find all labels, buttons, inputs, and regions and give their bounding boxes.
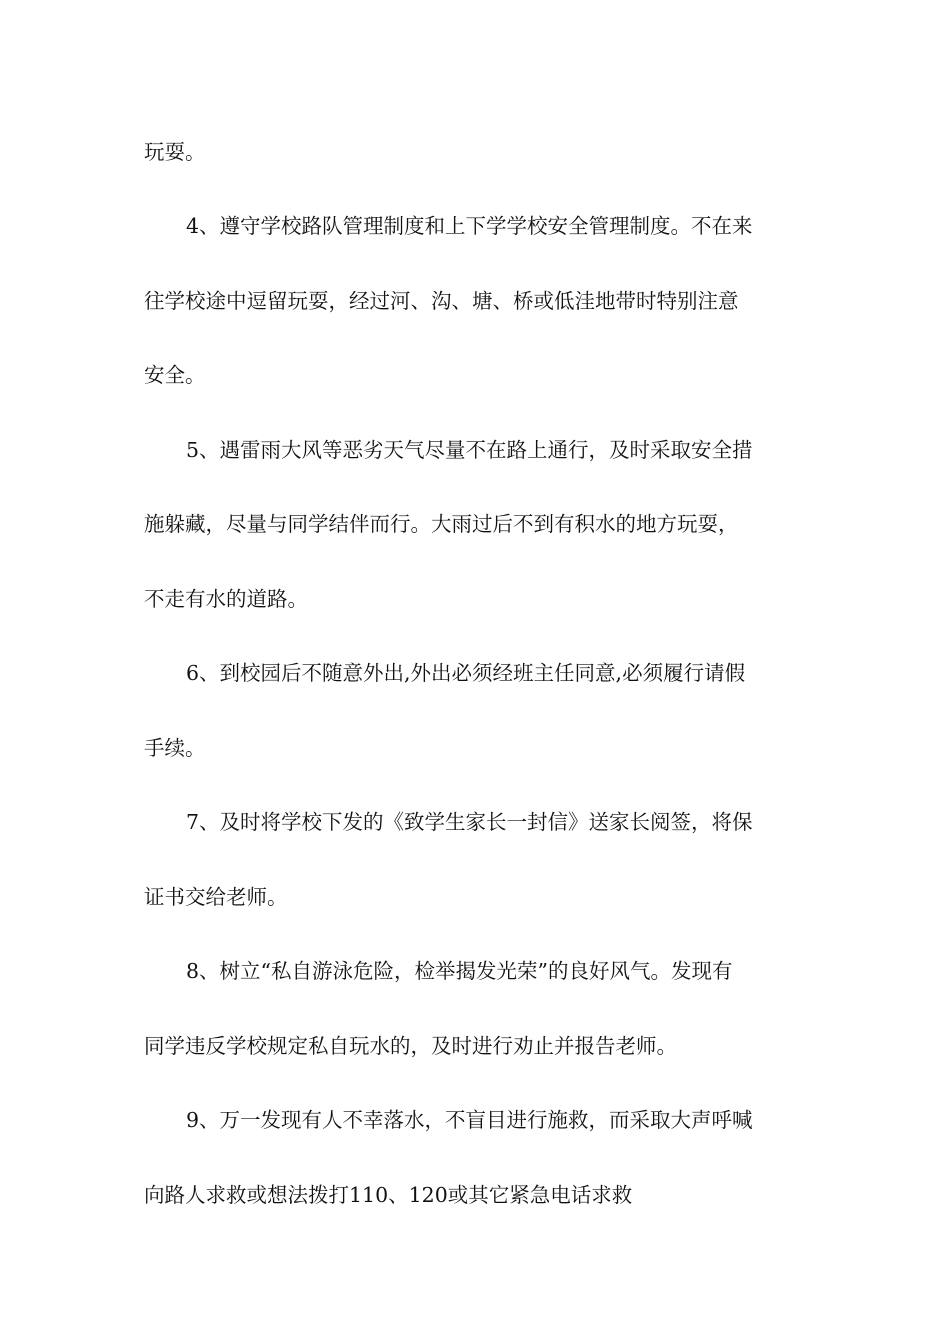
text-line: 往学校途中逗留玩耍，经过河、沟、塘、桥或低洼地带时特别注意 bbox=[144, 289, 739, 313]
list-item-4-line-1: 4、遵守学校路队管理制度和上下学学校安全管理制度。不在来 bbox=[186, 214, 753, 238]
text-line: 向路人求救或想法拨打110、120或其它紧急电话求救 bbox=[144, 1183, 633, 1207]
list-item-8-line-1: 8、树立“私自游泳危险，检举揭发光荣”的良好风气。发现有 bbox=[186, 959, 733, 983]
text-line: 手续。 bbox=[144, 736, 206, 760]
list-item-9-line-1: 9、万一发现有人不幸落水，不盲目进行施救，而采取大声呼喊 bbox=[186, 1108, 753, 1132]
text-line: 证书交给老师。 bbox=[144, 885, 288, 909]
list-item-7-line-1: 7、及时将学校下发的《致学生家长一封信》送家长阅签，将保 bbox=[186, 810, 753, 834]
text-line: 安全。 bbox=[144, 363, 206, 387]
text-line: 玩耍。 bbox=[144, 140, 206, 164]
text-line: 不走有水的道路。 bbox=[144, 587, 308, 611]
list-item-5-line-1: 5、遇雷雨大风等恶劣天气尽量不在路上通行，及时采取安全措 bbox=[186, 438, 753, 462]
list-item-6-line-1: 6、到校园后不随意外出,外出必须经班主任同意,必须履行请假 bbox=[186, 661, 746, 685]
text-line: 同学违反学校规定私自玩水的，及时进行劝止并报告老师。 bbox=[144, 1034, 677, 1058]
text-line: 施躲藏，尽量与同学结伴而行。大雨过后不到有积水的地方玩耍， bbox=[144, 512, 739, 536]
